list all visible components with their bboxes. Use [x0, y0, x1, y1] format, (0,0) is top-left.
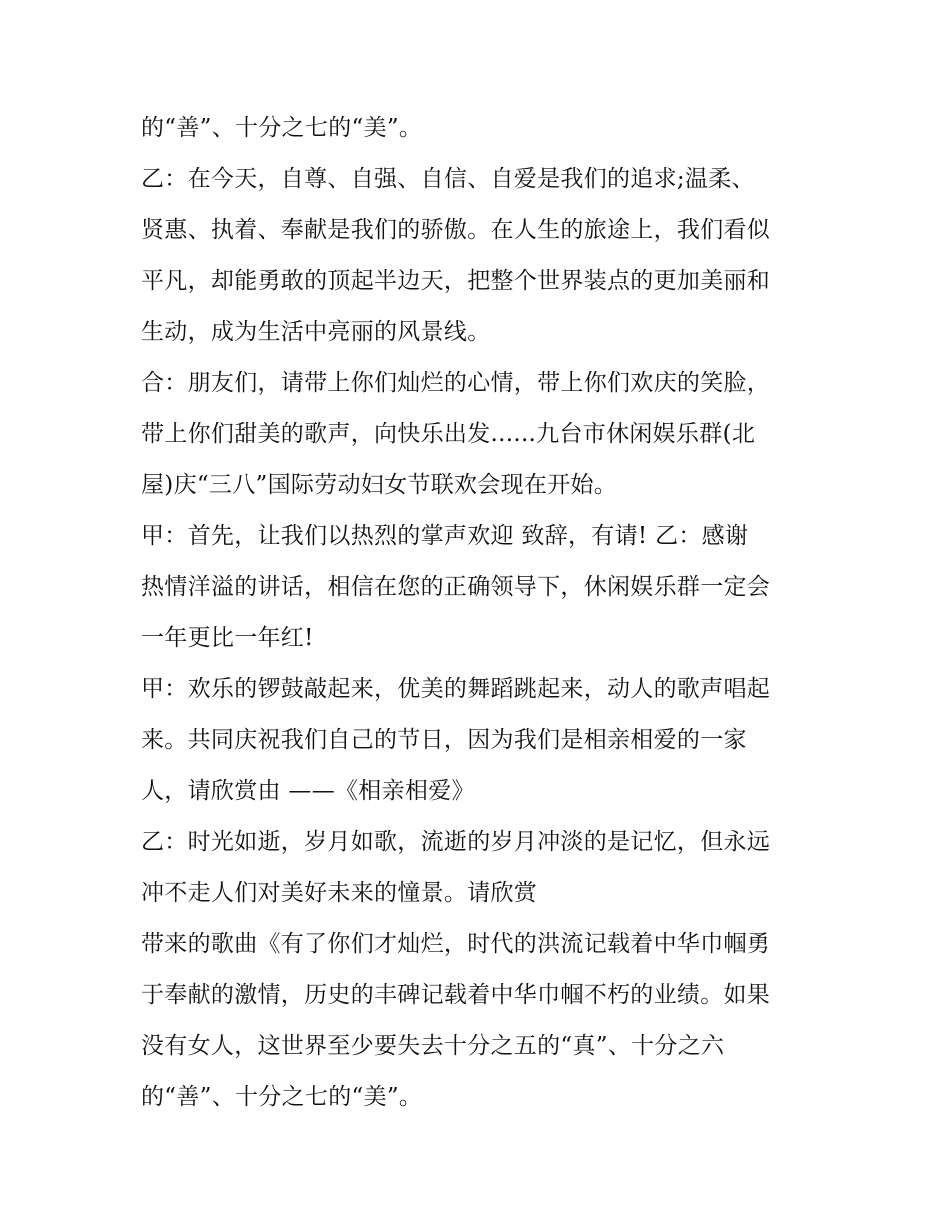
text-line: 带上你们甜美的歌声，向快乐出发......九台市休闲娱乐群(北: [141, 421, 756, 447]
text-line: 的“善”、十分之七的“美”。: [141, 115, 423, 141]
text-line: 屋)庆“三八”国际劳动妇女节联欢会现在开始。: [141, 472, 618, 498]
text-line: 人，请欣赏由 ——《相亲相爱》: [141, 778, 475, 804]
text-line: 乙：在今天，自尊、自强、自信、自爱是我们的追求;温柔、: [141, 166, 755, 192]
text-line: 生动，成为生活中亮丽的风景线。: [141, 319, 491, 345]
text-line: 冲不走人们对美好未来的憧景。请欣赏: [141, 880, 538, 906]
text-line: 甲：欢乐的锣鼓敲起来，优美的舞蹈跳起来，动人的歌声唱起: [141, 676, 771, 702]
text-line: 平凡，却能勇敢的顶起半边天，把整个世界装点的更加美丽和: [141, 268, 771, 294]
text-line: 合：朋友们，请带上你们灿烂的心情，带上你们欢庆的笑脸，: [141, 370, 771, 396]
text-line: 的“善”、十分之七的“美”。: [141, 1084, 423, 1110]
text-line: 乙：时光如逝，岁月如歌，流逝的岁月冲淡的是记忆，但永远: [141, 829, 771, 855]
text-line: 没有女人，这世界至少要失去十分之五的“真”、十分之六: [141, 1033, 725, 1059]
text-line: 热情洋溢的讲话，相信在您的正确领导下，休闲娱乐群一定会: [141, 574, 771, 600]
text-line: 带来的歌曲《有了你们才灿烂，时代的洪流记载着中华巾帼勇: [141, 931, 771, 957]
text-line: 一年更比一年红!: [141, 625, 314, 651]
text-line: 于奉献的激情，历史的丰碑记载着中华巾帼不朽的业绩。如果: [141, 982, 771, 1008]
text-line: 甲：首先，让我们以热烈的掌声欢迎 致辞，有请! 乙：感谢: [141, 523, 749, 549]
text-line: 来。共同庆祝我们自己的节日，因为我们是相亲相爱的一家: [141, 727, 747, 753]
text-line: 贤惠、执着、奉献是我们的骄傲。在人生的旅途上，我们看似: [141, 217, 771, 243]
